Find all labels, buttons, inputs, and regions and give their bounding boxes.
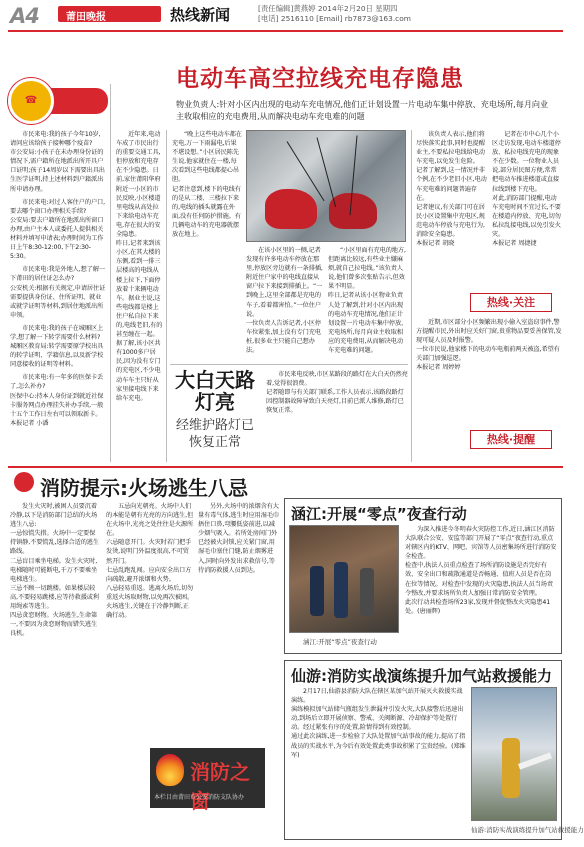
qa-item: 市民来电:有一年多的医保卡丢了,怎么补办? 医保中心:持本人身份证到就近社保卡服务网点办理挂失补办手续,一般十五个工作日左右可以领取新卡。本报记者 小潘: [10, 374, 104, 427]
fire-section-title: 消防提示:火场逃生八忌: [40, 476, 248, 500]
side-subhead: 经维护路灯已恢复正常: [175, 418, 254, 450]
lead-paragraph: “小区里面有充电的地方,但距离比较远,有些业主嫌麻烦,就自己拉电线。”该负责人说,他们曾多次张贴告示,但效果不明显。 昨日,记者从该小区物业负责人处了解到,针对小区内出现的电动车充电情况,他们正计划设置一片电动车集中停放、充电场所,每月向业主收取相应的充电费用,从而解决电动车充电难的问题。: [328, 247, 408, 355]
hanjiang-title: 涵江:开展“零点”夜查行动: [291, 505, 467, 523]
lead-paragraph: 记者在市中心几个小区走访发现,电动车楼道停放、私拉电线充电的现象不在少数。一位物业人员说,部分居民图方便,常常把电动车推进楼道或直接拉线到楼下充电。 对此,消防部门提醒,电动车充电时间不宜过长,不要在楼道内停放、充电,切勿私拉乱接电线,以免引发火灾。 本报记者 周捷捷: [492, 131, 561, 248]
remind-paragraph: 近期,市区部分小区频繁出现小偷入室盗窃事件,警方提醒市民,外出时应关好门窗,贵重物品要妥善保管,发现可疑人员及时报警。 一位市民说,他家楼下的电动车电瓶前两天被盗,希望有关部门加强巡逻。 本报记者 周婷婷: [416, 319, 562, 372]
hanjiang-photo: [289, 525, 399, 633]
fire-bullet-icon: [14, 472, 34, 492]
hotline-logo-icon: ☎: [8, 78, 54, 124]
fire-paragraph: 五忌向光朝亮。火场中人们的本能是朝有光亮的方向逃生,但在火场中,光亮之处往往是火源所在。 六忌随意开门。火灾时若门把手发烫,说明门外温度很高,不可贸然开门。 七忌乱跑乱闯。应向安全出口方向疏散,避开浓烟和火势。 八忌轻易重返。逃离火场后,切勿重返火场取财物,以免再次被困。 火场逃生,关键在于冷静判断,正确行动。: [106, 503, 194, 620]
lead-text-col2: [172, 130, 242, 360]
xianyou-text: [291, 687, 467, 837]
tag-hotline-focus: 热线·关注: [470, 293, 552, 312]
qa-item: 市民来电:我的孩子今年10岁,请问应该给孩子接种哪个疫苗? 市公安局:小孩子在未办理身份证的情况下,需户籍所在地派出所开具户口证明;孩子14周岁以下需要出具出生医学证明,持上述材料到户籍派出所申请办理。: [10, 131, 105, 193]
column-divider: [110, 84, 111, 462]
lead-paragraph: 近年来,电动车成了市民出行的重要交通工具,但停放和充电存在不少隐患。日前,家住莆阳华府附近一小区的市民反映,小区楼道里电线从高处拉下来给电动车充电,存在很大的安全隐患。 昨日,记者来到该小区,在其大楼的东侧,看到一排三层楼高的电线从楼上拉下,下面停放着十来辆电动车。据业主说,这些电线都是楼上住户私自拉下来的,电线老旧,有的甚至缠在一起。 据了解,该小区共有1000多户居民,因为没有专门的充电区,不少电动车车主只好从家里接电线下来给车充电。: [116, 131, 163, 402]
left-qa-column: [10, 130, 106, 460]
column-divider: [166, 130, 167, 462]
xianyou-caption: 仙游:消防实战演练提升加气站救援能力: [471, 826, 584, 834]
hanjiang-caption: 涵江:开展“零点”夜查行动: [303, 638, 377, 646]
qa-item: 市民来电:我是外地人,想了解一下莆田的居住证怎么办? 公安机关:根据有关规定,申请居住证需要提供身份证、住所证明、就业或就学证明等材料,到居住地派出所申领。: [10, 266, 106, 319]
section-title: 热线新闻: [170, 6, 231, 24]
scooter-shape: [265, 189, 317, 229]
lead-paragraph: 该负责人表示,他们将尽快落实此事,同时也提醒业主,不要私拉电线给电动车充电,以免发生危险。 记者了解到,这一情况并非个例,在不少老旧小区,电动车充电难的问题普遍存在。 记者建议,有关部门可在居民小区设置集中充电区,规范电动车停放与充电行为,消除安全隐患。 本报记者 胡晓: [416, 131, 487, 248]
paper-name: 莆田晚报: [66, 12, 106, 23]
lead-summary: 物业负责人:针对小区内出现的电动车充电情况,他们正计划设置一片电动车集中停放、充电场所,每月向业主收取相应的充电费用,从而解决电动车充电难的问题: [176, 99, 549, 121]
cable-line: [317, 137, 337, 207]
paper-name-banner: [58, 6, 161, 22]
lead-photo: [246, 130, 406, 242]
tag-hotline-remind: 热线·提醒: [470, 430, 552, 449]
remind-text: [416, 318, 562, 420]
officer-figure: [334, 562, 348, 618]
flame-icon: [156, 754, 184, 786]
lead-text-col4: [328, 246, 408, 366]
fire-logo-sub: 本栏目由莆田市公安消防支队协办: [154, 794, 245, 801]
officer-figure: [360, 568, 374, 616]
lead-text-col6: [492, 130, 562, 298]
hanjiang-paragraph: 为深入推进今冬明春火灾防控工作,近日,涵江区消防大队联合公安、安监等部门开展了“零点”夜查行动,重点对辖区内的KTV、网吧、宾馆等人员密集场所进行消防安全检查。 检查中,执法人员重点检查了场所消防设施是否完好有效、安全出口和疏散通道是否畅通、值班人员是否在岗在位等情况。对检查中发现的火灾隐患,执法人员当场责令整改,并要求场所负责人加强日常消防安全管理。 此次行动共检查场所23家,发现并督促整改火灾隐患41处。(唐丽辉): [405, 526, 557, 615]
xianyou-photo: [471, 687, 557, 821]
page-number: A4: [10, 4, 39, 28]
lead-text-col5: [416, 130, 488, 298]
lead-paragraph: 在该小区里的一侧,记者发现有许多电动车停放在那里,停放区旁边就有一条排插,附近住户家中的电线直接从窗户拉下来接到排插上。“一到晚上,这里全部都是充电的车子,看着都害怕。”一位住户说。 一位负责人告诉记者,小区停车位紧张,加上没有专门充电桩,很多业主只能自己想办法。: [246, 247, 323, 355]
fire-logo-text: 消防之窗: [190, 760, 250, 813]
lead-headline: 电动车高空拉线充电存隐患: [176, 66, 464, 92]
water-spray: [518, 752, 552, 769]
header-meta-line1: [责任编辑]黄燕婷 2014年2月20日 星期四: [258, 4, 398, 13]
xianyou-title: 仙游:消防实战演练提升加气站救援能力: [291, 667, 553, 685]
header-rule: [8, 30, 563, 32]
side-text: [266, 370, 408, 462]
lead-text-col1: [116, 130, 163, 460]
xianyou-paragraph: 2月17日,仙游县消防大队在辖区某加气站开展灭火救援实战演练。 演练模拟加气站储气瓶组发生泄漏并引发火灾,大队接警后迅速出动,到场后立即开展侦察、警戒、关阀断源、冷却保护等处置行动。经过紧张有序的处置,险情得到有效控制。 通过此次演练,进一步检验了大队处置加气站事故的能力,提高了指战员的实战水平,为今后有效处置此类事故积累了宝贵经验。(郑维军): [291, 688, 466, 759]
lead-text-col3: [246, 246, 324, 366]
side-headline: 大白天路灯亮: [175, 368, 255, 414]
hanjiang-text: [405, 525, 557, 649]
fire-col1: [10, 502, 100, 837]
hanjiang-box: [284, 498, 562, 654]
scooter-shape: [329, 193, 377, 229]
fire-paragraph: 发生火灾时,被困人员要沉着冷静,以下是消防部门总结的火场逃生八忌: 一忌惊慌失措。火场中一定要保持镇静,不要慌乱,选择合适的逃生路线。 二忌盲目乘坐电梯。发生火灾时,电梯随时可能断电,千万不要乘坐电梯逃生。 三忌不顾一切跳楼。如果楼层较高,不要轻易跳楼,应等待救援或利用绳索等逃生。 四忌贪恋财物。火场逃生,生命第一,不要因为贪恋财物而错失逃生良机。: [10, 503, 99, 638]
side-paragraph: 市民来电反映,市区某路段的路灯在大白天仍然亮着,觉得很浪费。 记者随即与有关部门联系,工作人员表示,该路段路灯因控制器故障导致白天亮灯,目前已派人维修,路灯已恢复正常。: [266, 371, 408, 415]
fire-col3: [198, 502, 280, 742]
qa-item: 市民来电:我的孩子在城厢区上学,想了解一下转学需要什么材料? 城厢区教育局:转学需要原学校出具的转学证明、学籍信息,以及新学校同意接收的证明等材料。: [10, 324, 104, 369]
fire-col2: [106, 502, 194, 742]
section-divider: [170, 364, 408, 365]
lead-paragraph: “晚上这些电动车都在充电,万一下雨漏电,后果不堪设想。”小区居民陈先生说,他家就住在一楼,每次看到这些电线都提心吊胆。 记者注意到,楼下的电线有的是从二楼、三楼拉下来的,电线的插头就露在外面,没有任何防护措施。有几辆电动车的充电器就摆放在地上。: [172, 131, 242, 239]
header-meta: [258, 4, 563, 24]
xianyou-box: [284, 660, 584, 840]
firefighter-figure: [502, 738, 520, 798]
qa-item: 市民来电:对过人客住户的户口,要去哪个窗口办理相关手续? 公安局:要去户籍所在地派出所窗口办理,由户主本人或委托人提供相关材料并填写申请表;办理时间为工作日上午8:30-12:00,下午2:30-5:30。: [10, 198, 105, 261]
fire-section-rule: [8, 466, 563, 468]
fire-paragraph: 另外,火场中的浓烟含有大量有毒气体,逃生时应用湿毛巾捂住口鼻,弯腰低姿前进,以减少烟气吸入。若所处房间门外已经被火封锁,应关紧门窗,用湿毛巾塞住门缝,防止烟雾进入,同时向外发出求救信号,等待消防救援人员到达。: [198, 503, 280, 574]
fire-window-logo: [150, 748, 265, 813]
officer-figure: [310, 566, 324, 616]
column-divider: [411, 130, 412, 462]
header-meta-line2: [电话] 2516110 [Email] rb7873@163.com: [258, 14, 411, 23]
